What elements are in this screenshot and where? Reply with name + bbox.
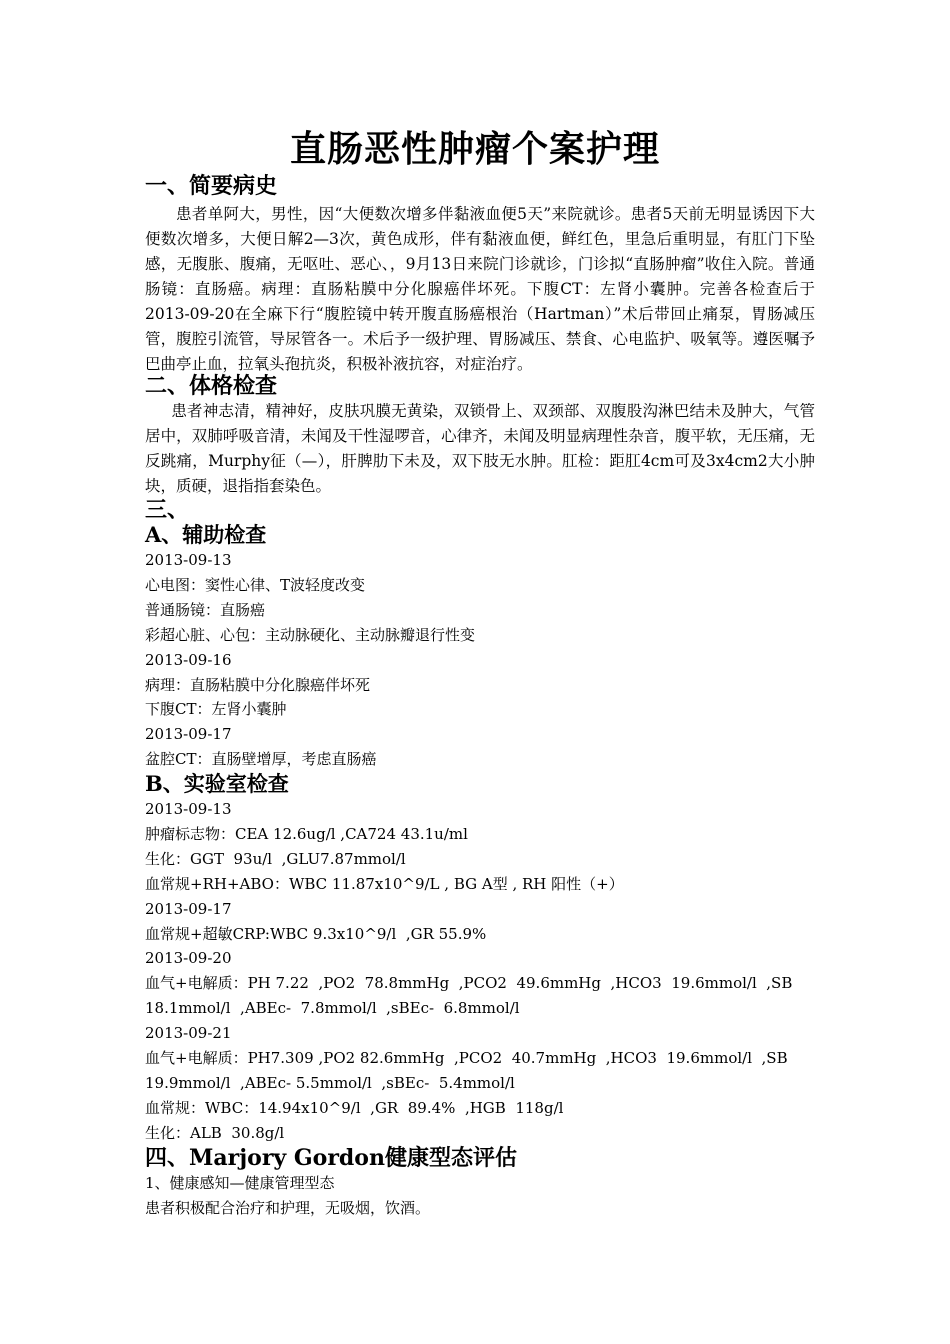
section-heading-history: 一、简要病史	[145, 173, 278, 199]
gordon-line: 1、健康感知—健康管理型态	[145, 1174, 335, 1192]
exam-paragraph	[145, 399, 815, 499]
aux-line: 2013-09-16	[145, 651, 232, 669]
lab-line: 血常规：WBC：14.94x10^9/l ,GR 89.4% ,HGB 118g/l	[145, 1099, 564, 1117]
lab-line: 19.9mmol/l ,ABEc- 5.5mmol/l ,sBEc- 5.4mmol/l	[145, 1074, 515, 1092]
lab-line: 2013-09-21	[145, 1024, 232, 1042]
lab-line: 血常规+超敏CRP:WBC 9.3x10^9/l ,GR 55.9%	[145, 925, 487, 943]
section-heading-exam: 二、体格检查	[145, 373, 278, 399]
section-heading-aux: A、辅助检查	[145, 522, 267, 547]
section-heading-three: 三、	[145, 497, 190, 523]
lab-line: 18.1mmol/l ,ABEc- 7.8mmol/l ,sBEc- 6.8mmol/l	[145, 999, 520, 1017]
lab-line: 生化：ALB 30.8g/l	[145, 1124, 285, 1142]
lab-line: 血气+电解质：PH 7.22 ,PO2 78.8mmHg ,PCO2 49.6mmHg ,HCO3 19.6mmol/l ,SB	[145, 974, 793, 992]
lab-line: 血气+电解质：PH7.309 ,PO2 82.6mmHg ,PCO2 40.7mmHg ,HCO3 19.6mmol/l ,SB	[145, 1049, 788, 1067]
lab-line: 2013-09-17	[145, 900, 232, 918]
aux-line: 2013-09-13	[145, 551, 232, 569]
lab-line: 生化：GGT 93u/l ,GLU7.87mmol/l	[145, 850, 406, 868]
aux-line: 病理：直肠粘膜中分化腺癌伴坏死	[145, 676, 371, 694]
lab-line: 2013-09-20	[145, 949, 232, 967]
page-title: 直肠恶性肿瘤个案护理	[289, 128, 660, 170]
lab-line: 肿瘤标志物：CEA 12.6ug/l ,CA724 43.1u/ml	[145, 825, 468, 843]
exam-text: 患者神志清，精神好，皮肤巩膜无黄染，双锁骨上、双颈部、双腹股沟淋巴结未及肿大，气管居中，双肺呼吸音清，未闻及干性湿啰音，心律齐，未闻及明显病理性杂音，腹平软，无压痛，无反跳痛，Murphy征（—），肝脾肋下未及，双下肢无水肿。肛检：距肛4cm可及3x4cm2大小肿块，质硬，退指指套染色。	[145, 402, 815, 495]
history-text: 患者单阿大，男性，因“大便数次增多伴黏液血便5天”来院就诊。患者5天前无明显诱因下大便数次增多，大便日解2—3次，黄色成形，伴有黏液血便，鲜红色，里急后重明显，有肛门下坠感，无腹胀、腹痛，无呕吐、恶心、，9月13日来院门诊就诊，门诊拟“直肠肿瘤”收住入院。普通肠镜：直肠癌。病理：直肠粘膜中分化腺癌伴坏死。下腹CT：左肾小囊肿。完善各检查后于2013-09-20在全麻下行“腹腔镜中转开腹直肠癌根治（Hartman）”术后带回止痛泵，胃肠减压管，腹腔引流管，导尿管各一。术后予一级护理、胃肠减压、禁食、心电监护、吸氧等。遵医嘱予巴曲亭止血，拉氧头孢抗炎，积极补液抗容，对症治疗。	[145, 205, 815, 373]
aux-line: 彩超心脏、心包：主动脉硬化、主动脉瓣退行性变	[145, 626, 476, 644]
aux-line: 普通肠镜：直肠癌	[145, 601, 266, 619]
aux-line: 盆腔CT：直肠壁增厚，考虑直肠癌	[145, 750, 377, 768]
aux-line: 心电图：窦性心律、T波轻度改变	[145, 576, 366, 594]
aux-line: 2013-09-17	[145, 725, 232, 743]
section-heading-lab: B、实验室检查	[145, 771, 289, 796]
gordon-line: 患者积极配合治疗和护理，无吸烟，饮酒。	[145, 1199, 431, 1217]
history-paragraph	[145, 202, 815, 377]
aux-line: 下腹CT：左肾小囊肿	[145, 700, 287, 718]
lab-line: 血常规+RH+ABO：WBC 11.87x10^9/L , BG A型 , RH 阳性（+）	[145, 875, 624, 893]
lab-line: 2013-09-13	[145, 800, 232, 818]
section-heading-gordon: 四、Marjory Gordon健康型态评估	[145, 1145, 517, 1171]
